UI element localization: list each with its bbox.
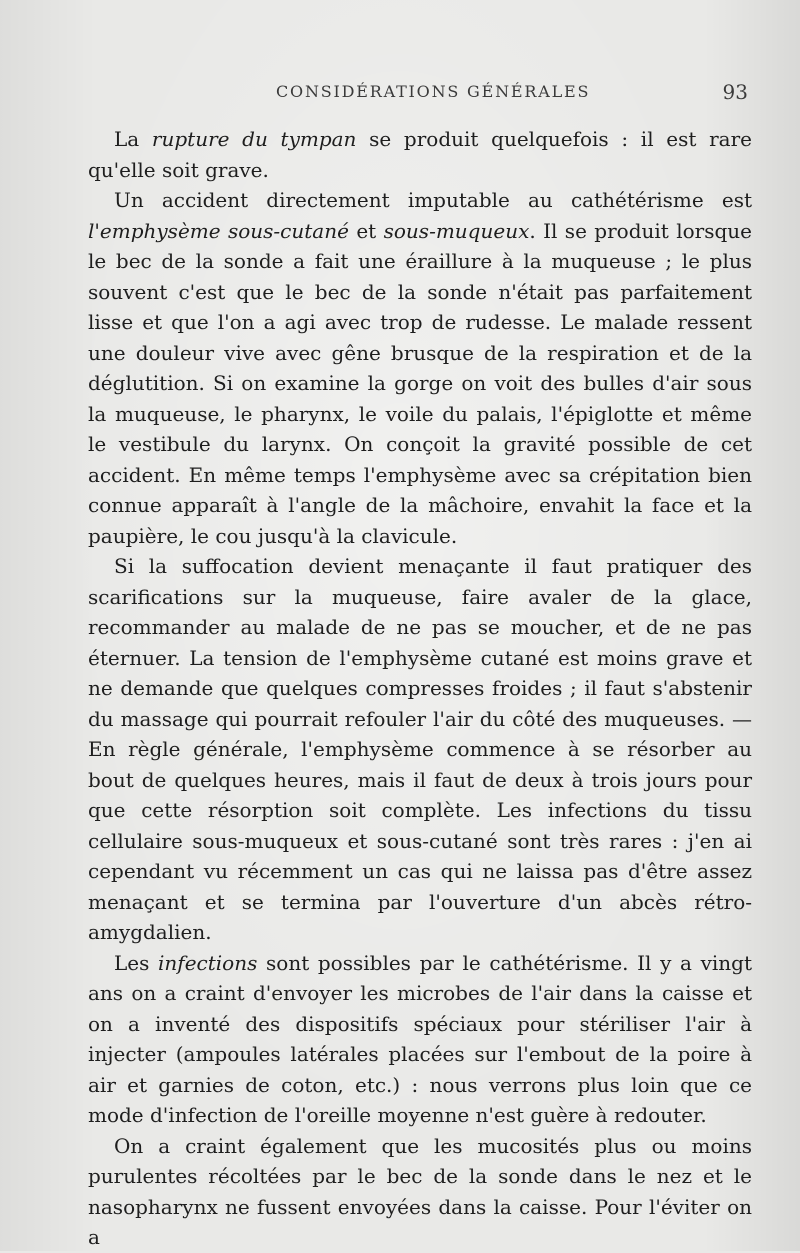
paragraph-3 [88,551,752,948]
header-title: CONSIDÉRATIONS GÉNÉRALES [276,82,591,101]
running-header [86,82,756,110]
paragraph-segment-italic: l'emphysème sous-cutané [88,218,349,243]
paragraph-segment-italic: rupture du tympan [151,127,357,151]
paragraph-1 [88,124,752,185]
paragraph-segment: Si la suffocation devient menaçante il faut pratiquer des scarifications sur la muqueuse, faire avaler de la glace, recommander au malade de ne pas se moucher, et de ne pas éternuer. La tension de l'emphysème cutané est moins grave et ne demande que quelques compresses froides ; il faut s'abstenir du massage qui pourrait refouler l'air du côté des muqueuses. — En règle générale, l'emphysème commence à se résorber au bout de quelques heures, mais il faut de deux à trois jours pour que cette résorption soit complète. Les infections du tissu cellulaire sous-muqueux et sous-cutané sont très rares : j'en ai cependant vu récemment un cas qui ne laissa pas d'être assez menaçant et se termina par l'ouverture d'un abcès rétro-amygdalien. [88,554,752,944]
paragraph-segment: . Il se produit lorsque le bec de la sonde a fait une éraillure à la muqueuse ; le plus souvent c'est que le bec de la sonde n'était pas parfaitement lisse et que l'on a agi avec trop de rudesse. Le malade ressent une douleur vive avec gêne brusque de la respiration et de la déglutition. Si on examine la gorge on voit des bulles d'air sous la muqueuse, le pharynx, le voile du palais, l'épiglotte et même le vestibule du larynx. On conçoit la gravité possible de cet accident. En même temps l'emphysème avec sa crépitation bien connue apparaît à l'angle de la mâchoire, envahit la face et la paupière, le cou jusqu'à la clavicule. [88,218,752,548]
paragraph-segment: On a craint également que les mucosités plus ou moins purulentes récoltées par le bec de la sonde dans le nez et le nasopharynx ne fussent envoyées dans la caisse. Pour l'éviter on a [88,1133,752,1249]
paragraph-segment: La [114,127,152,151]
paragraph-segment: se produit quelquefois : il est rare qu'elle soit grave. [88,127,753,182]
paragraph-segment: Un accident directement imputable au cathétérisme est [114,188,752,212]
paragraph-segment: et [348,218,384,243]
paragraph-segment-italic: infections [158,950,258,975]
paragraph-5 [88,1131,752,1253]
page-number: 93 [722,80,748,104]
paragraph-2 [88,185,752,551]
paragraph-segment-italic: sous-muqueux [383,218,530,243]
body-text [88,124,752,1253]
paragraph-segment: sont possibles par le cathétérisme. Il y a vingt ans on a craint d'envoyer les microbes de l'air dans la caisse et on a inventé des dispositifs spéciaux pour stériliser l'air à injecter (ampoules latérales placées sur l'embout de la poire à air et garnies de coton, etc.) : nous verrons plus loin que ce mode d'infection de l'oreille moyenne n'est guère à redouter. [88,950,752,1127]
paragraph-segment: Les [114,950,159,975]
paragraph-4 [88,948,752,1131]
